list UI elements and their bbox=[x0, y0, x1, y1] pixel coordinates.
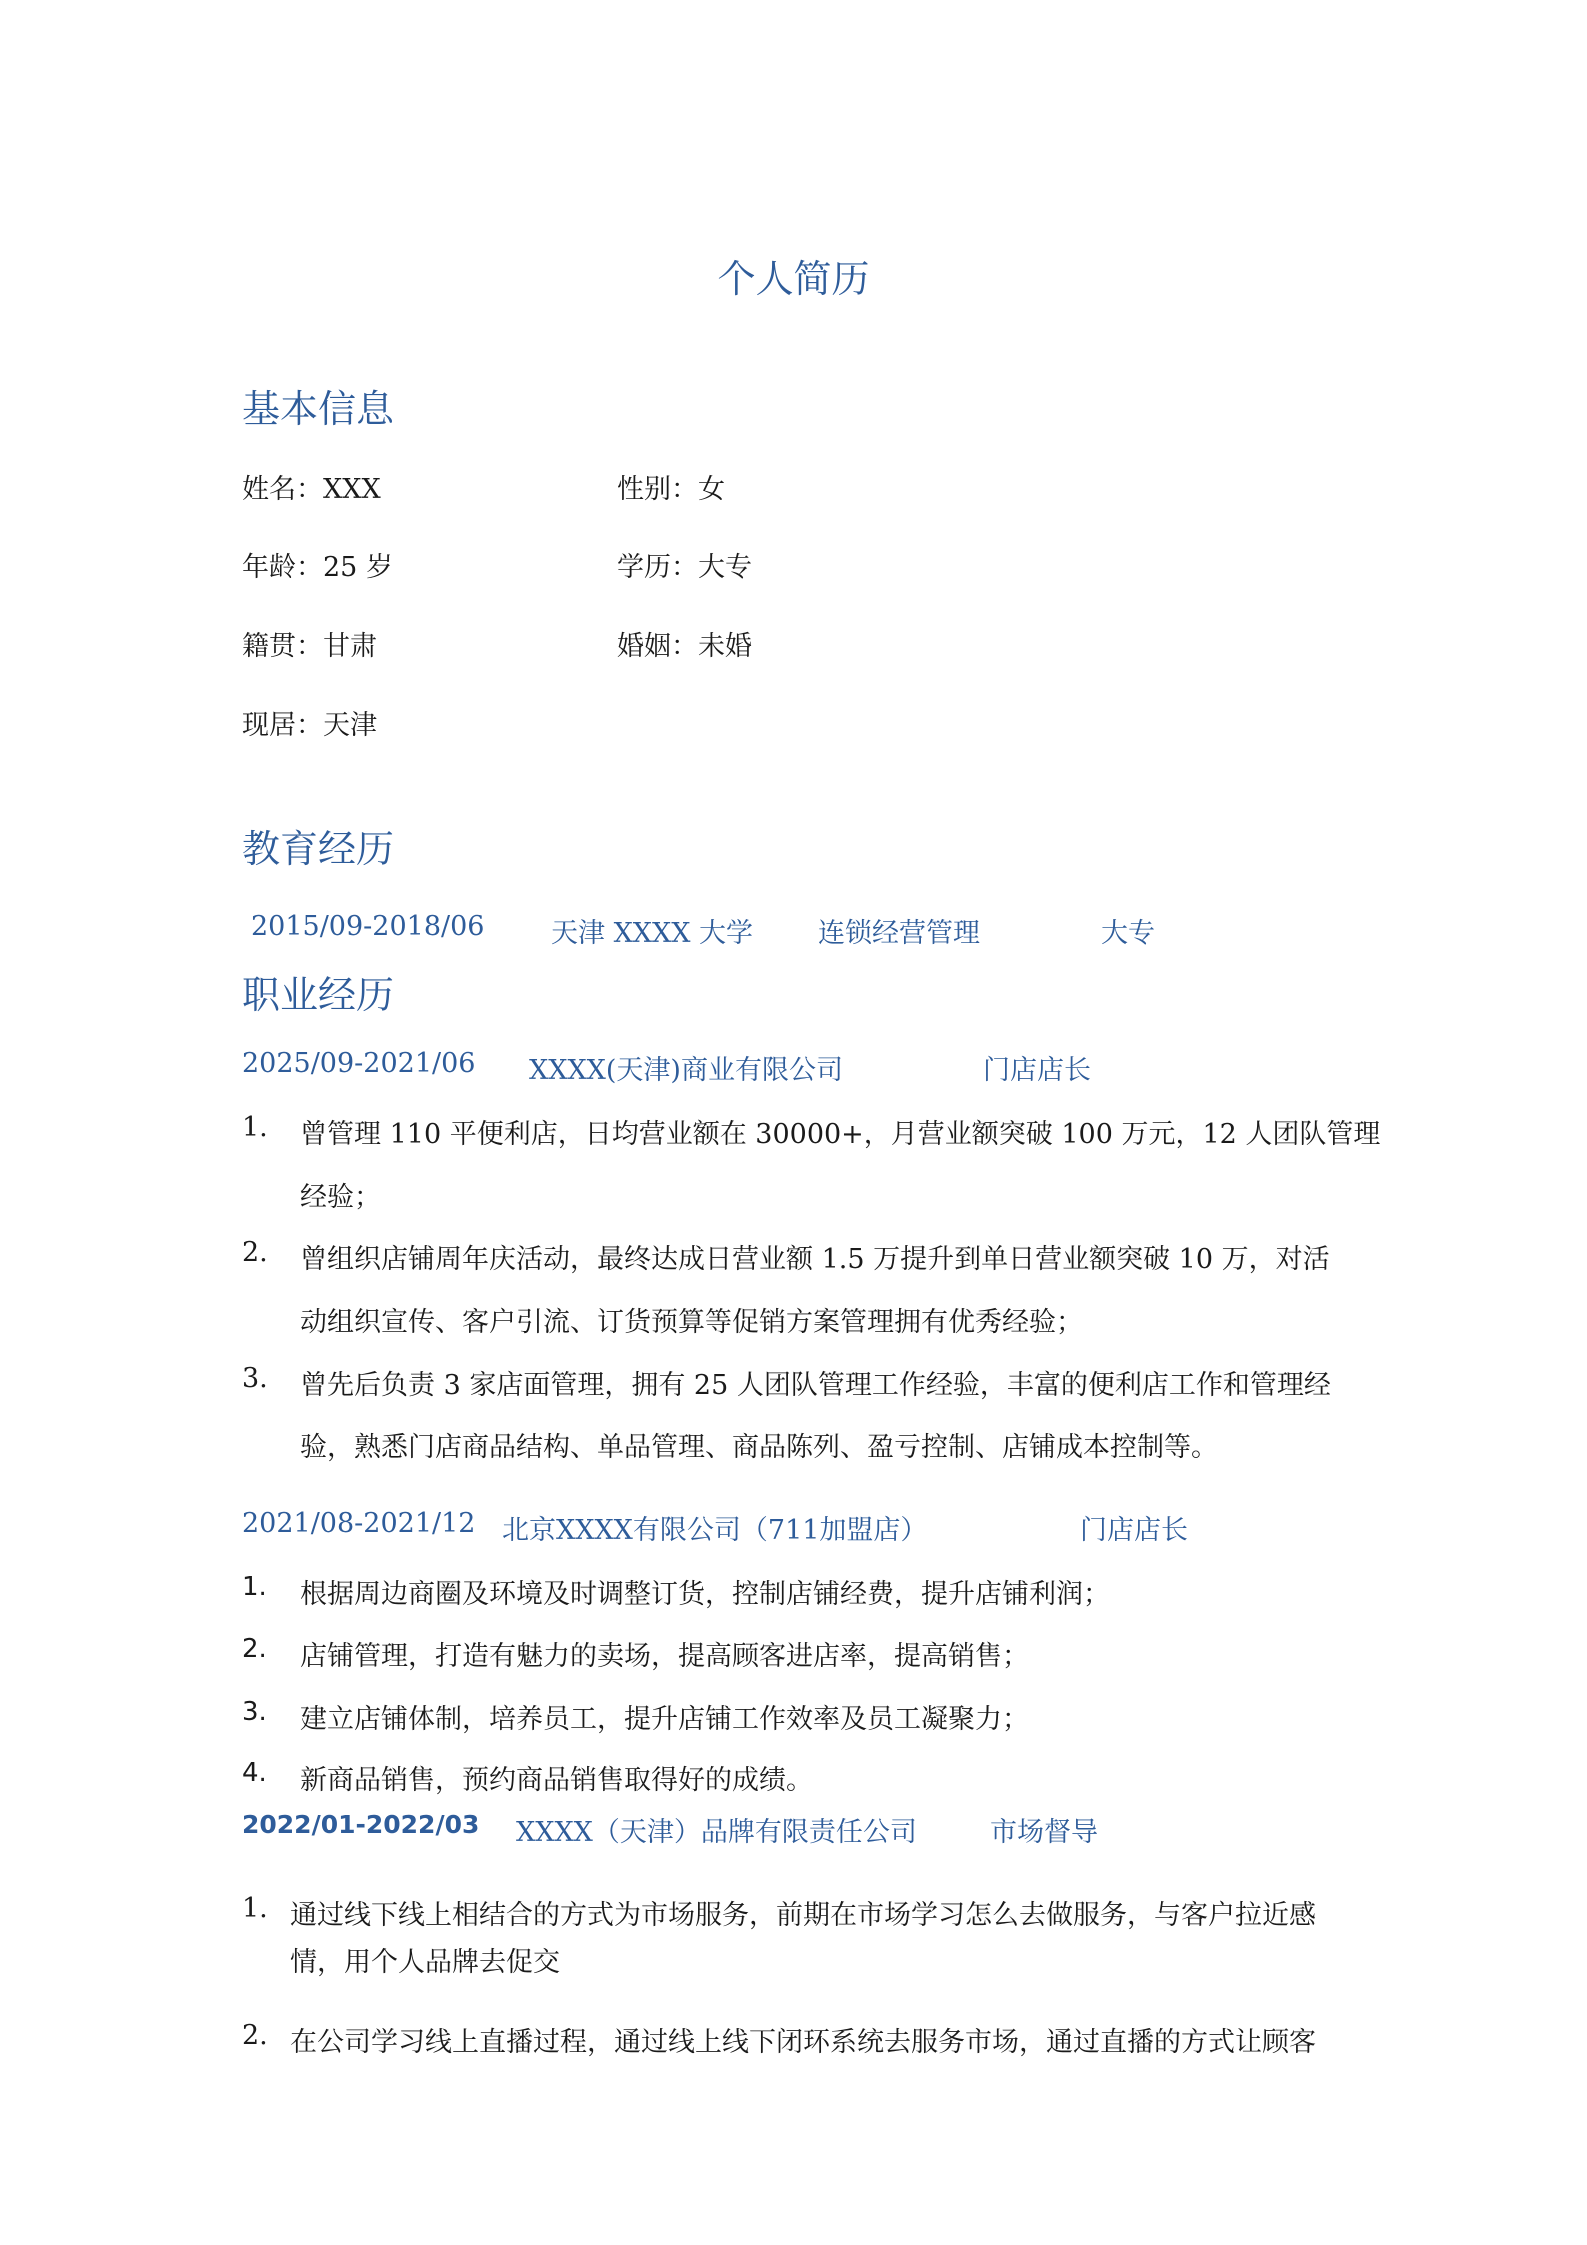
list-number: 4. bbox=[242, 1758, 267, 1788]
section-heading-basic: 基本信息 bbox=[242, 387, 395, 431]
list-item-line: 曾先后负责 3 家店面管理，拥有 25 人团队管理工作经验，丰富的便利店工作和管理经 bbox=[300, 1370, 1331, 1401]
job3-company: XXXX（天津）品牌有限责任公司 bbox=[516, 1817, 917, 1848]
list-item-line: 新商品销售，预约商品销售取得好的成绩。 bbox=[300, 1765, 813, 1796]
section-heading-career: 职业经历 bbox=[242, 973, 395, 1017]
section-heading-education: 教育经历 bbox=[242, 827, 395, 871]
list-number: 2. bbox=[242, 1634, 267, 1664]
list-number: 1. bbox=[242, 1572, 267, 1602]
list-item-line: 验，熟悉门店商品结构、单品管理、商品陈列、盈亏控制、店铺成本控制等。 bbox=[300, 1432, 1218, 1463]
job2-position: 门店店长 bbox=[1080, 1515, 1188, 1546]
list-item-line: 根据周边商圈及环境及时调整订货，控制店铺经费，提升店铺利润； bbox=[300, 1579, 1110, 1610]
list-item-line: 通过线下线上相结合的方式为市场服务，前期在市场学习怎么去做服务，与客户拉近感 bbox=[290, 1900, 1316, 1931]
job2-company: 北京XXXX有限公司（711加盟店） bbox=[502, 1515, 928, 1546]
education-degree: 大专 bbox=[1101, 918, 1155, 949]
list-item-line: 经验； bbox=[300, 1182, 381, 1213]
list-item-line: 情，用个人品牌去促交 bbox=[290, 1947, 560, 1978]
info-age: 年龄：25 岁 bbox=[242, 552, 393, 583]
list-number: 3. bbox=[242, 1363, 268, 1394]
job3-position: 市场督导 bbox=[990, 1817, 1098, 1848]
info-name: 姓名：XXX bbox=[242, 474, 381, 505]
info-residence: 现居：天津 bbox=[242, 710, 377, 741]
info-marital: 婚姻：未婚 bbox=[617, 631, 752, 662]
info-gender: 性别：女 bbox=[617, 474, 725, 505]
page-title: 个人简历 bbox=[717, 257, 870, 301]
list-item-line: 曾管理 110 平便利店，日均营业额在 30000+，月营业额突破 100 万元，12 人团队管理 bbox=[300, 1119, 1381, 1150]
info-origin: 籍贯：甘肃 bbox=[242, 631, 377, 662]
list-number: 1. bbox=[242, 1112, 268, 1143]
education-period: 2015/09-2018/06 bbox=[251, 911, 485, 942]
list-number: 2. bbox=[242, 1237, 268, 1268]
education-school: 天津 XXXX 大学 bbox=[551, 918, 754, 949]
list-number: 3. bbox=[242, 1697, 267, 1727]
list-item-line: 动组织宣传、客户引流、订货预算等促销方案管理拥有优秀经验； bbox=[300, 1307, 1083, 1338]
list-item-line: 在公司学习线上直播过程，通过线上线下闭环系统去服务市场，通过直播的方式让顾客 bbox=[290, 2027, 1316, 2058]
job1-period: 2025/09-2021/06 bbox=[242, 1048, 476, 1079]
list-item-line: 曾组织店铺周年庆活动，最终达成日营业额 1.5 万提升到单日营业额突破 10 万，对活 bbox=[300, 1244, 1330, 1275]
job1-position: 门店店长 bbox=[983, 1055, 1091, 1086]
education-major: 连锁经营管理 bbox=[818, 918, 980, 949]
job1-company: XXXX(天津)商业有限公司 bbox=[529, 1055, 843, 1086]
info-education: 学历：大专 bbox=[617, 552, 752, 583]
list-item-line: 店铺管理，打造有魅力的卖场，提高顾客进店率，提高销售； bbox=[300, 1641, 1029, 1672]
job3-period: 2022/01-2022/03 bbox=[242, 1810, 480, 1839]
list-number: 1. bbox=[242, 1893, 268, 1924]
list-number: 2. bbox=[242, 2020, 268, 2051]
job2-period: 2021/08-2021/12 bbox=[242, 1508, 476, 1539]
list-item-line: 建立店铺体制，培养员工，提升店铺工作效率及员工凝聚力； bbox=[300, 1704, 1029, 1735]
